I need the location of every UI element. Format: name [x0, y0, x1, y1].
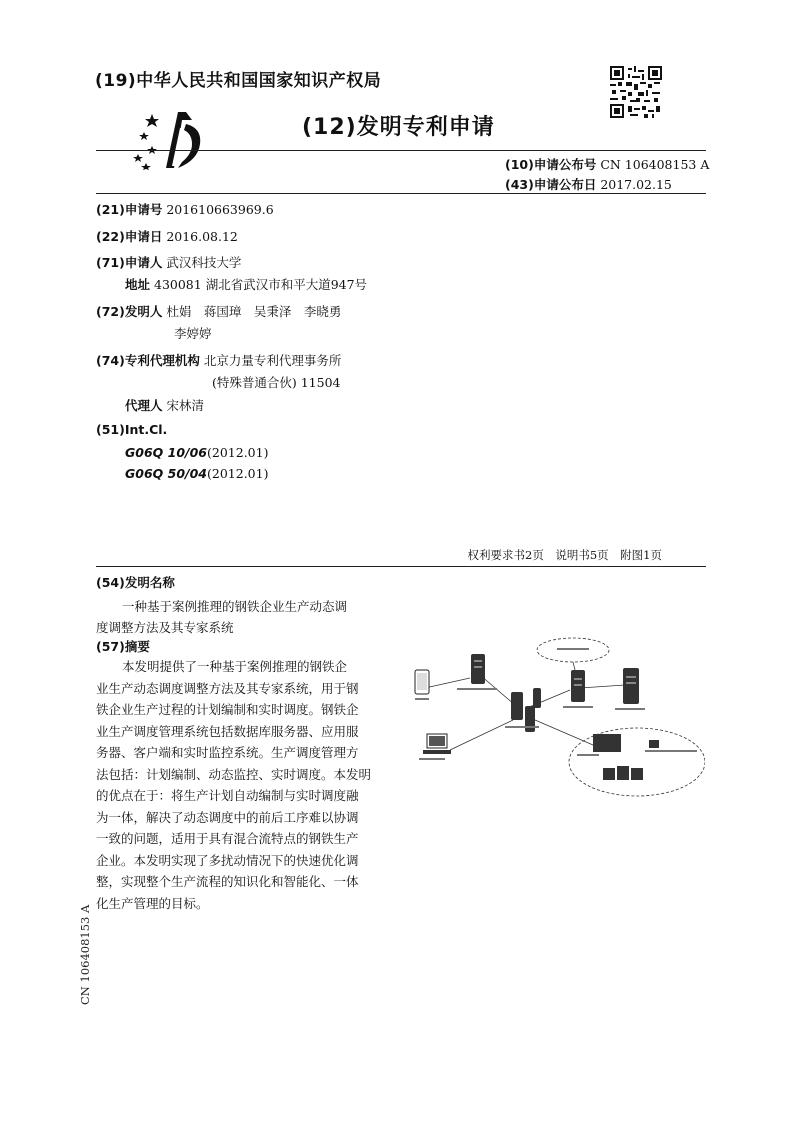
application-number: (21)申请号 201610663969.6 [96, 202, 274, 217]
filing-date: (22)申请日 2016.08.12 [96, 229, 238, 244]
inventors: (72)发明人 杜娟 蒋国璋 吴秉泽 李晓勇 [96, 304, 342, 319]
inventors-line2: 李婷婷 [174, 326, 212, 341]
patent-agency: (74)专利代理机构 北京力量专利代理事务所 [96, 353, 342, 368]
svg-text:CN 106408153 A: CN 106408153 A [78, 904, 92, 1005]
computer-icon [423, 734, 451, 754]
abstract-top-rule [96, 566, 706, 567]
title-label: (54)发明名称 [96, 575, 175, 590]
applicant-address: 地址 430081 湖北省武汉市和平大道947号 [125, 277, 368, 292]
qr-code [610, 66, 662, 118]
biblio-top-rule [96, 193, 706, 194]
side-publication-number [78, 895, 92, 1005]
page-counts: 权利要求书2页 说明书5页 附图1页 [467, 548, 662, 562]
abstract-text: 本发明提供了一种基于案例推理的钢铁企 业生产动态调度调整方法及其专家系统，用于钢 铁企业生产过程的计划编制和实时调度。钢铁企 业生产调度管理系统包括数据库服务器、应用服 务器、客户端和实时监控系统。生产调度管理方 法包括：计划编制、动态监控、实时调度。本发明 的优点在于：将生产计划自动编制与实时调度融 为一体，解决了动态调度中的前后工序难以协调 一致的问题，适用于具有混合流特点的钢铁生产 企业。本发明实现了多扰动情况下的快速优化调 整，实现整个生产流程的知识化和智能化、一体 化生产管理的目标。 [96, 659, 372, 911]
publication-number: (10)申请公布号 CN 106408153 A [505, 157, 710, 172]
server-icon [471, 654, 639, 732]
abstract-drawing [405, 630, 705, 815]
applicant: (71)申请人 武汉科技大学 [96, 255, 242, 270]
monitoring-icon [593, 734, 659, 780]
publication-date: (43)申请公布日 2017.02.15 [505, 177, 672, 192]
ipc-entry-2: G06Q 50/04(2012.01) [125, 466, 269, 481]
phone-icon [415, 670, 429, 694]
ipc-entry-1: G06Q 10/06(2012.01) [125, 445, 269, 460]
abstract-label: (57)摘要 [96, 639, 150, 654]
header-rule [96, 150, 706, 151]
issuing-office: (19)中华人民共和国国家知识产权局 [95, 71, 382, 91]
document-type: (12)发明专利申请 [302, 115, 495, 140]
patent-agent: 代理人 宋林清 [125, 398, 205, 413]
patent-agency-line2: (特殊普通合伙) 11504 [212, 375, 341, 390]
int-cl-label: (51)Int.Cl. [96, 422, 168, 437]
cnipa-logo [132, 108, 214, 170]
invention-title: 一种基于案例推理的钢铁企业生产动态调 度调整方法及其专家系统 [96, 599, 348, 635]
